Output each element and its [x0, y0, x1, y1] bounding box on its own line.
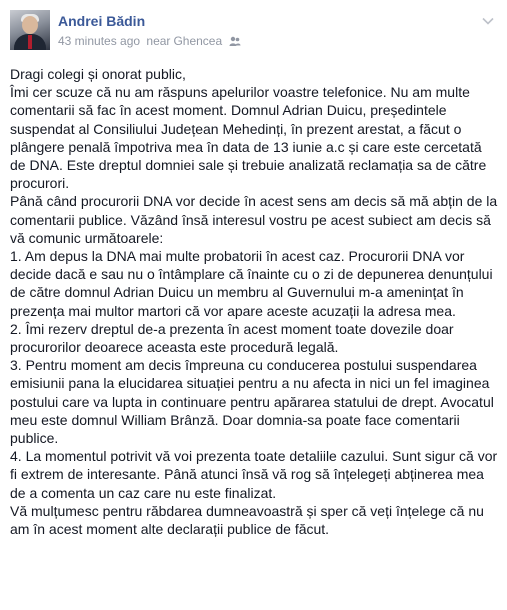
- post-paragraph: Vă mulțumesc pentru răbdarea dumneavoastră și sper că veți înțelege că nu am în acest moment alte declarații publice de făcut.: [10, 502, 484, 538]
- post-header: [10, 10, 497, 54]
- avatar[interactable]: [10, 10, 50, 50]
- post-timestamp[interactable]: 43 minutes ago: [58, 34, 141, 48]
- post-paragraph: Până când procurorii DNA vor decide în acest sens am decis să mă abțin de la comentarii publice. Văzând însă interesul vostru pe acest subiect am decis să vă comunic următoarele:: [10, 193, 498, 246]
- post-paragraph: Îmi cer scuze că nu am răspuns apelurilor voastre telefonice. Nu am multe comentarii să fac în acest moment. Domnul Adrian Duicu, președintele suspendat al Consiliului Județean Mehedinți, în prezent arestat, a făcut o plângere penală împotriva mea în data de 13 iunie a.c și care este cercetată de DNA. Este dreptul domniei sale și trebuie analizată reclamația sa de către procurori.: [10, 84, 487, 192]
- post-location[interactable]: Ghencea: [173, 34, 223, 48]
- post-meta: [58, 34, 241, 48]
- post-body: [10, 65, 499, 538]
- post-paragraph: 4. La momentul potrivit vă voi prezenta toate detaliile cazului. Sunt sigur că vor fi extrem de interesante. Până atunci însă vă rog să înțelegeți abținerea mea de a comenta un caz care nu este finalizat.: [10, 448, 498, 501]
- post-paragraph: 2. Îmi rezerv dreptul de-a prezenta în acest moment toate dovezile doar procurorilor deoarece aceasta este procedură legală.: [10, 320, 454, 356]
- location-prefix: near: [146, 34, 171, 48]
- post-paragraph: 1. Am depus la DNA mai multe probatorii în acest caz. Procurorii DNA vor decide dacă e sau nu o întâmplare că înainte cu o zi de depunerea denunțului de către domnul Adrian Duicu un membru al Guvernului m-a amenințat în prezența mai multor martori că vor apare aceste acuzații la adresa mea.: [10, 248, 493, 319]
- friends-icon[interactable]: [229, 35, 241, 47]
- author-name[interactable]: Andrei Bădin: [58, 13, 146, 29]
- post-paragraph: 3. Pentru moment am decis împreuna cu conducerea postului suspendarea emisiunii pana la elucidarea situației pentru a nu afecta in nici un fel imaginea postului care va lupta in continuare pentru apărarea statului de drept. Avocatul meu este domnul William Brânză. Doar domnia-sa poate face comentarii publice.: [10, 357, 494, 447]
- post-paragraph: Dragi colegi și onorat public,: [10, 66, 186, 82]
- chevron-down-icon[interactable]: [481, 14, 495, 28]
